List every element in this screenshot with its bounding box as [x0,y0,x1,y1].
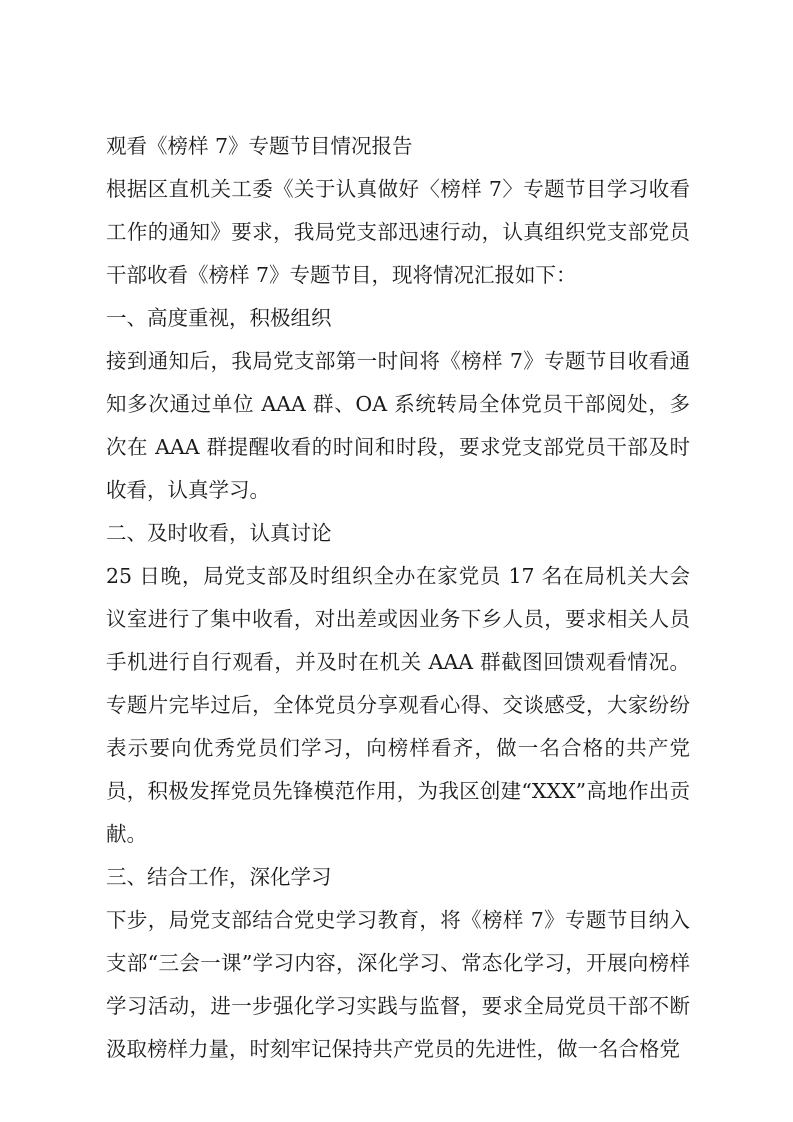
section-1-paragraph: 接到通知后，我局党支部第一时间将《榜样 7》专题节目收看通知多次通过单位 AAA 群、OA 系统转局全体党员干部阅处，多次在 AAA 群提醒收看的时间和时段，要求党支部党员干部及时收看，认真学习。 [106,349,690,502]
section-2-heading: 二、及时收看，认真讨论 [106,521,332,545]
section-2-paragraph: 25 日晚，局党支部及时组织全办在家党员 17 名在局机关大会议室进行了集中收看，对出差或因业务下乡人员，要求相关人员手机进行自行观看，并及时在机关 AAA 群截图回馈观看情况。专题片完毕过后，全体党员分享观看心得、交谈感受，大家纷纷表示要向优秀党员们学习，向榜样看齐，做一名合格的共产党员，积极发挥党员先锋模范作用，为我区创建“XXX”高地作出贡献。 [106,564,690,846]
document-body [106,125,690,1071]
section-1-heading: 一、高度重视，积极组织 [106,306,332,330]
intro-paragraph: 根据区直机关工委《关于认真做好〈榜样 7〉专题节目学习收看工作的通知》要求，我局党支部迅速行动，认真组织党支部党员干部收看《榜样 7》专题节目，现将情况汇报如下： [106,177,690,287]
section-3-paragraph: 下步，局党支部结合党史学习教育，将《榜样 7》专题节目纳入支部“三会一课”学习内容，深化学习、常态化学习，开展向榜样学习活动，进一步强化学习实践与监督，要求全局党员干部不断汲取榜样力量，时刻牢记保持共产党员的先进性，做一名合格党 [106,908,690,1061]
section-3-heading: 三、结合工作，深化学习 [106,865,332,889]
document-title: 观看《榜样 7》专题节目情况报告 [106,134,413,158]
